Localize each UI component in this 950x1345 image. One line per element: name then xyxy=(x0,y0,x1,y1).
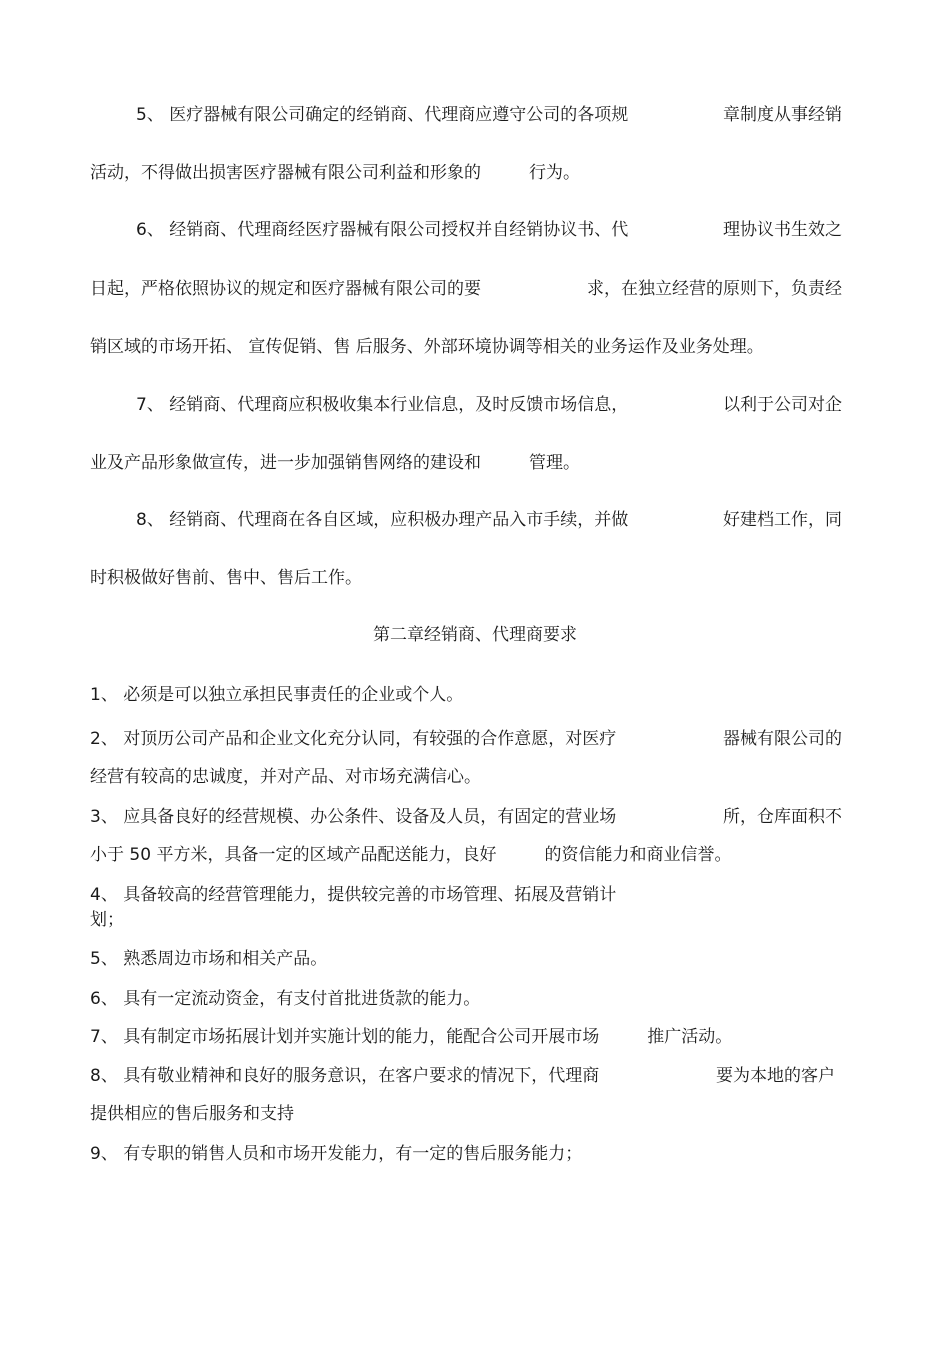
clause-8-line-2 xyxy=(90,567,842,589)
text-segment: 以利于公司对企 xyxy=(723,395,842,415)
text-segment: 的资信能力和商业信誉。 xyxy=(544,845,732,865)
requirement-8-line-2 xyxy=(90,1103,842,1125)
requirement-3-line-2 xyxy=(90,844,842,866)
text-segment: 6、 经销商、代理商经医疗器械有限公司授权并自经销协议书、代 xyxy=(136,220,629,240)
requirement-4-line-1 xyxy=(90,884,842,906)
text-segment: 7、 经销商、代理商应积极收集本行业信息，及时反馈市场信息， xyxy=(136,395,629,415)
clause-8-line-1 xyxy=(136,509,842,531)
requirement-5 xyxy=(90,948,842,970)
text-segment: 所，仓库面积不 xyxy=(723,807,842,827)
requirement-4-line-2 xyxy=(90,909,842,931)
text-segment: 业及产品形象做宣传，进一步加强销售网络的建设和 xyxy=(90,453,481,473)
text-segment: 小于 50 平方米，具备一定的区域产品配送能力，良好 xyxy=(90,845,497,865)
text-segment: 行为。 xyxy=(529,163,580,183)
text-segment: 管理。 xyxy=(529,453,580,473)
text-segment: 8、 经销商、代理商在各自区域，应积极办理产品入市手续，并做 xyxy=(136,510,629,530)
text-segment: 提供相应的售后服务和支持 xyxy=(90,1104,294,1124)
text-segment: 2、 对顶历公司产品和企业文化充分认同，有较强的合作意愿，对医疗 xyxy=(90,729,617,749)
text-segment: 划； xyxy=(90,910,124,930)
text-segment: 5、 熟悉周边市场和相关产品。 xyxy=(90,949,328,969)
requirement-1 xyxy=(90,684,842,706)
text-segment: 9、 有专职的销售人员和市场开发能力，有一定的售后服务能力； xyxy=(90,1144,583,1164)
text-segment: 日起，严格依照协议的规定和医疗器械有限公司的要 xyxy=(90,279,481,299)
clause-5-line-2 xyxy=(90,162,842,184)
text-segment: 好建档工作，同 xyxy=(723,510,842,530)
requirement-2-line-1 xyxy=(90,728,842,750)
text-segment: 7、 具有制定市场拓展计划并实施计划的能力，能配合公司开展市场 xyxy=(90,1027,600,1047)
text-segment: 求，在独立经营的原则下，负责经 xyxy=(587,279,842,299)
text-segment: 销区域的市场开拓、 宣传促销、售 后服务、外部环境协调等相关的业务运作及业务处理。 xyxy=(90,337,764,357)
text-segment: 推广活动。 xyxy=(647,1027,733,1047)
clause-6-line-1 xyxy=(136,219,842,241)
text-segment: 章制度从事经销 xyxy=(723,105,842,125)
clause-5-line-1 xyxy=(136,104,842,126)
text-segment: 要为本地的客户 xyxy=(716,1066,835,1086)
requirement-2-line-2 xyxy=(90,766,842,788)
clause-7-line-2 xyxy=(90,452,842,474)
requirement-8-line-1 xyxy=(90,1065,835,1087)
text-segment: 6、 具有一定流动资金，有支付首批进货款的能力。 xyxy=(90,989,481,1009)
requirement-7 xyxy=(90,1026,842,1048)
requirement-6 xyxy=(90,988,842,1010)
text-segment: 5、 医疗器械有限公司确定的经销商、代理商应遵守公司的各项规 xyxy=(136,105,629,125)
text-segment: 经营有较高的忠诚度，并对产品、对市场充满信心。 xyxy=(90,767,481,787)
text-segment: 1、 必须是可以独立承担民事责任的企业或个人。 xyxy=(90,685,464,705)
text-segment: 3、 应具备良好的经营规模、办公条件、设备及人员，有固定的营业场 xyxy=(90,807,617,827)
text-segment: 4、 具备较高的经营管理能力，提供较完善的市场管理、拓展及营销计 xyxy=(90,885,617,905)
text-segment: 8、 具有敬业精神和良好的服务意识，在客户要求的情况下，代理商 xyxy=(90,1066,600,1086)
clause-7-line-1 xyxy=(136,394,842,416)
clause-6-line-3 xyxy=(90,336,842,358)
requirement-9 xyxy=(90,1143,842,1165)
clause-6-line-2 xyxy=(90,278,842,300)
chapter-title: 第二章经销商、代理商要求 xyxy=(373,625,577,645)
requirement-3-line-1 xyxy=(90,806,842,828)
text-segment: 活动，不得做出损害医疗器械有限公司利益和形象的 xyxy=(90,163,481,183)
text-segment: 理协议书生效之 xyxy=(723,220,842,240)
text-segment: 器械有限公司的 xyxy=(723,729,842,749)
text-segment: 时积极做好售前、售中、售后工作。 xyxy=(90,568,362,588)
